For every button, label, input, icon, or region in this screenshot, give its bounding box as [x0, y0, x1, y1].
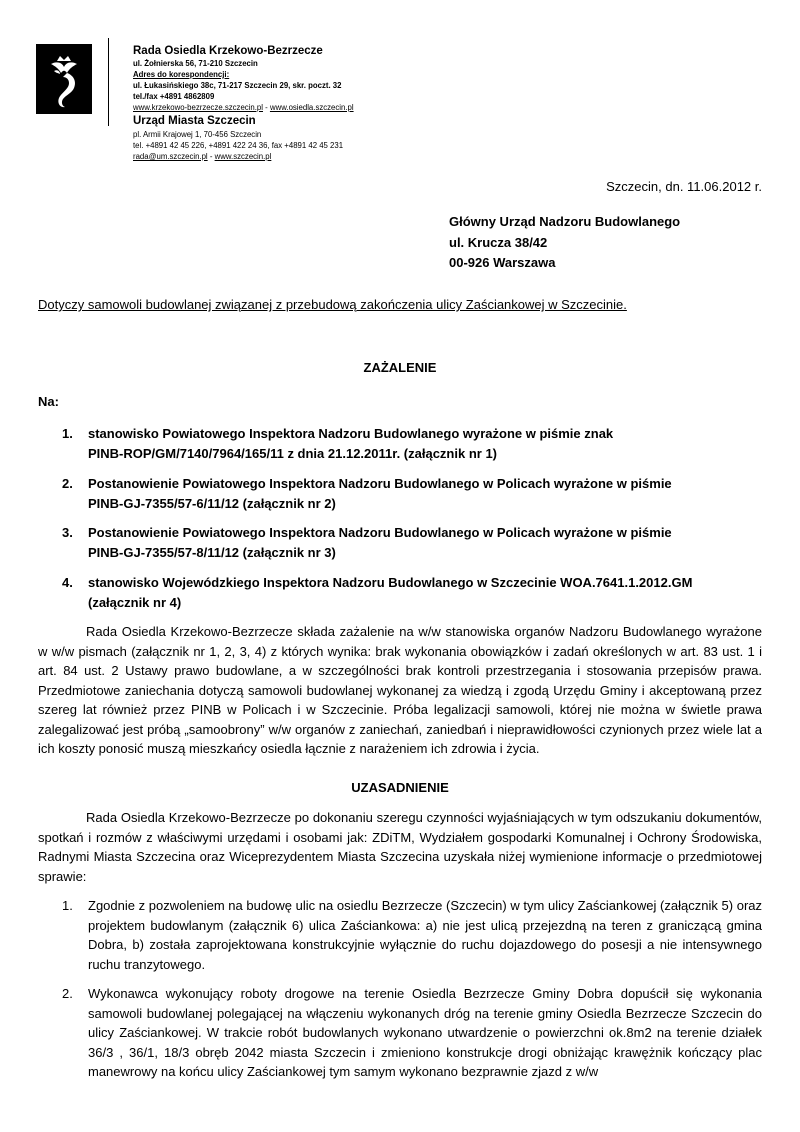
item-text: Zgodnie z pozwoleniem na budowę ulic na osiedlu Bezrzecze (Szczecin) w tym ulicy Zaściankowej (załącznik 5) oraz projektem budowlanym (załącznik 6) ulica Zaściankowa: a) nie jest ulicą przejezdną na teren z graniczącą gmina Dobra, b) została zaprojektowana konstrukcyjnie wyłącznie do ruchu dojazdowego do posesji a nie intensywnego ruchu tranzytowego.	[88, 898, 762, 972]
correspondence-label: Adres do korespondencji:	[133, 70, 230, 79]
city-website-link[interactable]: www.szczecin.pl	[214, 152, 272, 161]
header-divider	[108, 38, 109, 126]
item-number: 4.	[62, 575, 73, 590]
city-office-name: Urząd Miasta Szczecin	[133, 115, 256, 127]
item-line-2: PINB-GJ-7355/57-6/11/12 (załącznik nr 2)	[88, 495, 336, 511]
na-label: Na:	[38, 394, 59, 409]
justification-paragraph: Rada Osiedla Krzekowo-Bezrzecze po dokonaniu szeregu czynności wyjaśniających w tym odszukaniu dokumentów, spotkań i rozmów z właściwymi urzędami i osobami jak: ZDiTM, Wydziałem gospodarki Komunalnej i Ochrony Środowiska, Radnymi Miasta Szczecina oraz Wiceprezydentem Miasta Szczecina uzyskała niżej wymienione informacje o przedmiotowej sprawie:	[38, 810, 762, 884]
item-text: Wykonawca wykonujący roboty drogowe na terenie Osiedla Bezrzecze Gminy Dobra dopuścił się wykonania samowoli budowlanej polegającej na włączeniu wykonanych dróg na terenie gminy Osiedla Bezrzecze Szczecin do ulicy Zaściankowej. W trakcie robót budowlanych wykonano utwardzenie o powierzchni ok.8m2 na terenie działek 36/3 , 36/1, 18/3 obręb 2042 miasta Szczecin i zmieniono konstrukcje drogi obniżając krawężnik kończący plac manewrowy na końcu ulicy Zaściankowej tym samym wykonano bezprawnie zjazd z w/w	[88, 986, 762, 1079]
city-phones: tel. +4891 42 45 226, +4891 422 24 36, fax +4891 42 45 231	[133, 141, 344, 150]
item-line-2: (załącznik nr 4)	[88, 594, 182, 610]
city-address: pl. Armii Krajowej 1, 70-456 Szczecin	[133, 130, 262, 139]
item-number: 3.	[62, 525, 73, 540]
justification-heading: UZASADNIENIE	[351, 780, 449, 795]
email-links	[133, 151, 354, 162]
correspondence-address: ul. Łukasińskiego 38c, 71-217 Szczecin 29, skr. poczt. 32	[133, 81, 342, 90]
recipient-line-2: ul. Krucza 38/42	[449, 234, 548, 250]
item-number: 2.	[62, 476, 73, 491]
recipient-address	[449, 212, 680, 274]
item-line-2: PINB-GJ-7355/57-8/11/12 (załącznik nr 3)	[88, 544, 336, 560]
org-name: Rada Osiedla Krzekowo-Bezrzecze	[133, 45, 323, 57]
griffin-logo-icon	[36, 44, 92, 114]
complaint-heading: ZAŻALENIE	[363, 360, 437, 375]
date-line: Szczecin, dn. 11.06.2012 r.	[606, 179, 762, 194]
item-number: 1.	[62, 898, 73, 913]
item-number: 1.	[62, 426, 73, 441]
website-link-2[interactable]: www.osiedla.szczecin.pl	[269, 103, 354, 112]
complaint-paragraph: Rada Osiedla Krzekowo-Bezrzecze składa zażalenie na w/w stanowiska organów Nadzoru Budowlanego wyrażone w w/w pismach (załącznik nr 1, 2, 3, 4) z których wynika: brak wykonania obowiązków i zadań określonych w art. 83 ust. 1 i art. 84 ust. 2 Ustawy prawo budowlane, a w szczególności brak kontroli przestrzegania i stosowania przepisów prawa. Przedmiotowe zaniechania dotyczą samowoli budowlanej wykonanej za wiedzą i zgodą Urzędu Gminy i akceptowaną przez szereg lat również przez PINB w Policach i w Szczecinie. Próba legalizacji samowoli, której nie można w świetle prawa zalegalizować jest próbą „samoobrony” w/w organów z zaniechań, zaniedbań i nieprawidłowości czynionych przez wiele lat a ich koszty ponosić muszą mieszkańcy osiedla łącznie z narażeniem ich zdrowia i życia.	[38, 624, 762, 756]
email-separator: -	[207, 152, 215, 161]
item-line-1: Postanowienie Powiatowego Inspektora Nadzoru Budowlanego w Policach wyrażone w piśmie	[88, 525, 672, 540]
email-link[interactable]: rada@um.szczecin.pl	[133, 152, 208, 161]
subject-line: Dotyczy samowoli budowlanej związanej z przebudową zakończenia ulicy Zaściankowej w Szczecinie.	[38, 297, 627, 312]
recipient-line-1: Główny Urząd Nadzoru Budowlanego	[449, 214, 681, 229]
item-number: 2.	[62, 986, 73, 1001]
org-address: ul. Żołnierska 56, 71-210 Szczecin	[133, 59, 258, 68]
item-line-1: Postanowienie Powiatowego Inspektora Nadzoru Budowlanego w Policach wyrażone w piśmie	[88, 476, 672, 491]
item-line-2: PINB-ROP/GM/7140/7964/165/11 z dnia 21.12.2011r. (załącznik nr 1)	[88, 445, 497, 461]
recipient-line-3: 00-926 Warszawa	[449, 255, 556, 270]
link-separator: -	[263, 103, 270, 112]
letterhead	[133, 44, 354, 162]
item-line-1: stanowisko Powiatowego Inspektora Nadzoru Budowlanego wyrażone w piśmie znak	[88, 426, 614, 441]
phone-fax: tel./fax +4891 4862809	[133, 92, 215, 101]
website-link-1[interactable]: www.krzekowo-bezrzecze.szczecin.pl	[133, 103, 263, 112]
item-line-1: stanowisko Wojewódzkiego Inspektora Nadzoru Budowlanego w Szczecinie WOA.7641.1.2012.GM	[88, 575, 693, 590]
website-links	[133, 102, 354, 113]
